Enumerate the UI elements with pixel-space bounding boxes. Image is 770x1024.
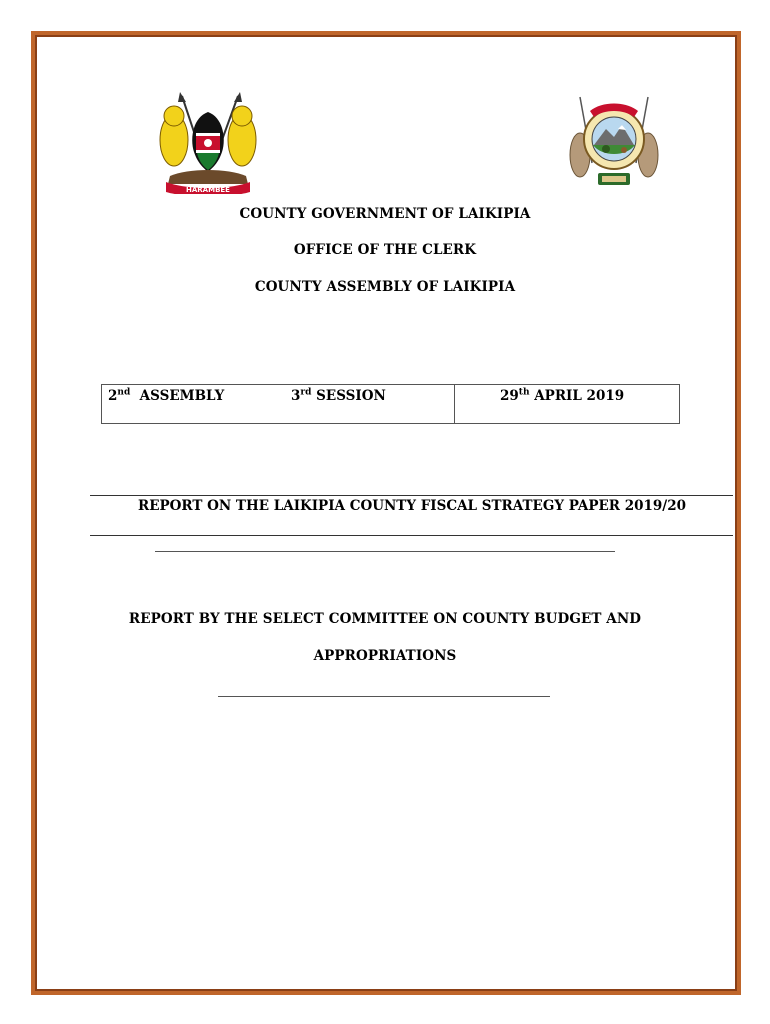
- title-bottom-rule: [90, 535, 733, 536]
- committee-line-2: APPROPRIATIONS: [313, 648, 457, 664]
- office-of-clerk-heading: OFFICE OF THE CLERK: [293, 242, 477, 258]
- motto-text: HARAMBEE: [186, 186, 230, 194]
- kenya-coat-of-arms-icon: [152, 92, 264, 194]
- bottom-rule: [218, 696, 550, 697]
- county-assembly-heading: COUNTY ASSEMBLY OF LAIKIPIA: [254, 279, 516, 295]
- session-table: [101, 384, 680, 424]
- title-top-rule: [90, 495, 733, 496]
- laikipia-county-seal-icon: [562, 93, 666, 197]
- short-rule: [155, 551, 615, 552]
- session-cell: 3rd SESSION: [291, 387, 386, 404]
- table-divider: [454, 385, 455, 423]
- county-government-heading: COUNTY GOVERNMENT OF LAIKIPIA: [239, 206, 531, 222]
- date-cell: 29th APRIL 2019: [500, 387, 625, 404]
- report-title: REPORT ON THE LAIKIPIA COUNTY FISCAL STRATEGY PAPER 2019/20: [137, 498, 686, 514]
- assembly-cell: 2nd ASSEMBLY: [108, 387, 225, 404]
- committee-line-1: REPORT BY THE SELECT COMMITTEE ON COUNTY BUDGET AND: [128, 611, 642, 627]
